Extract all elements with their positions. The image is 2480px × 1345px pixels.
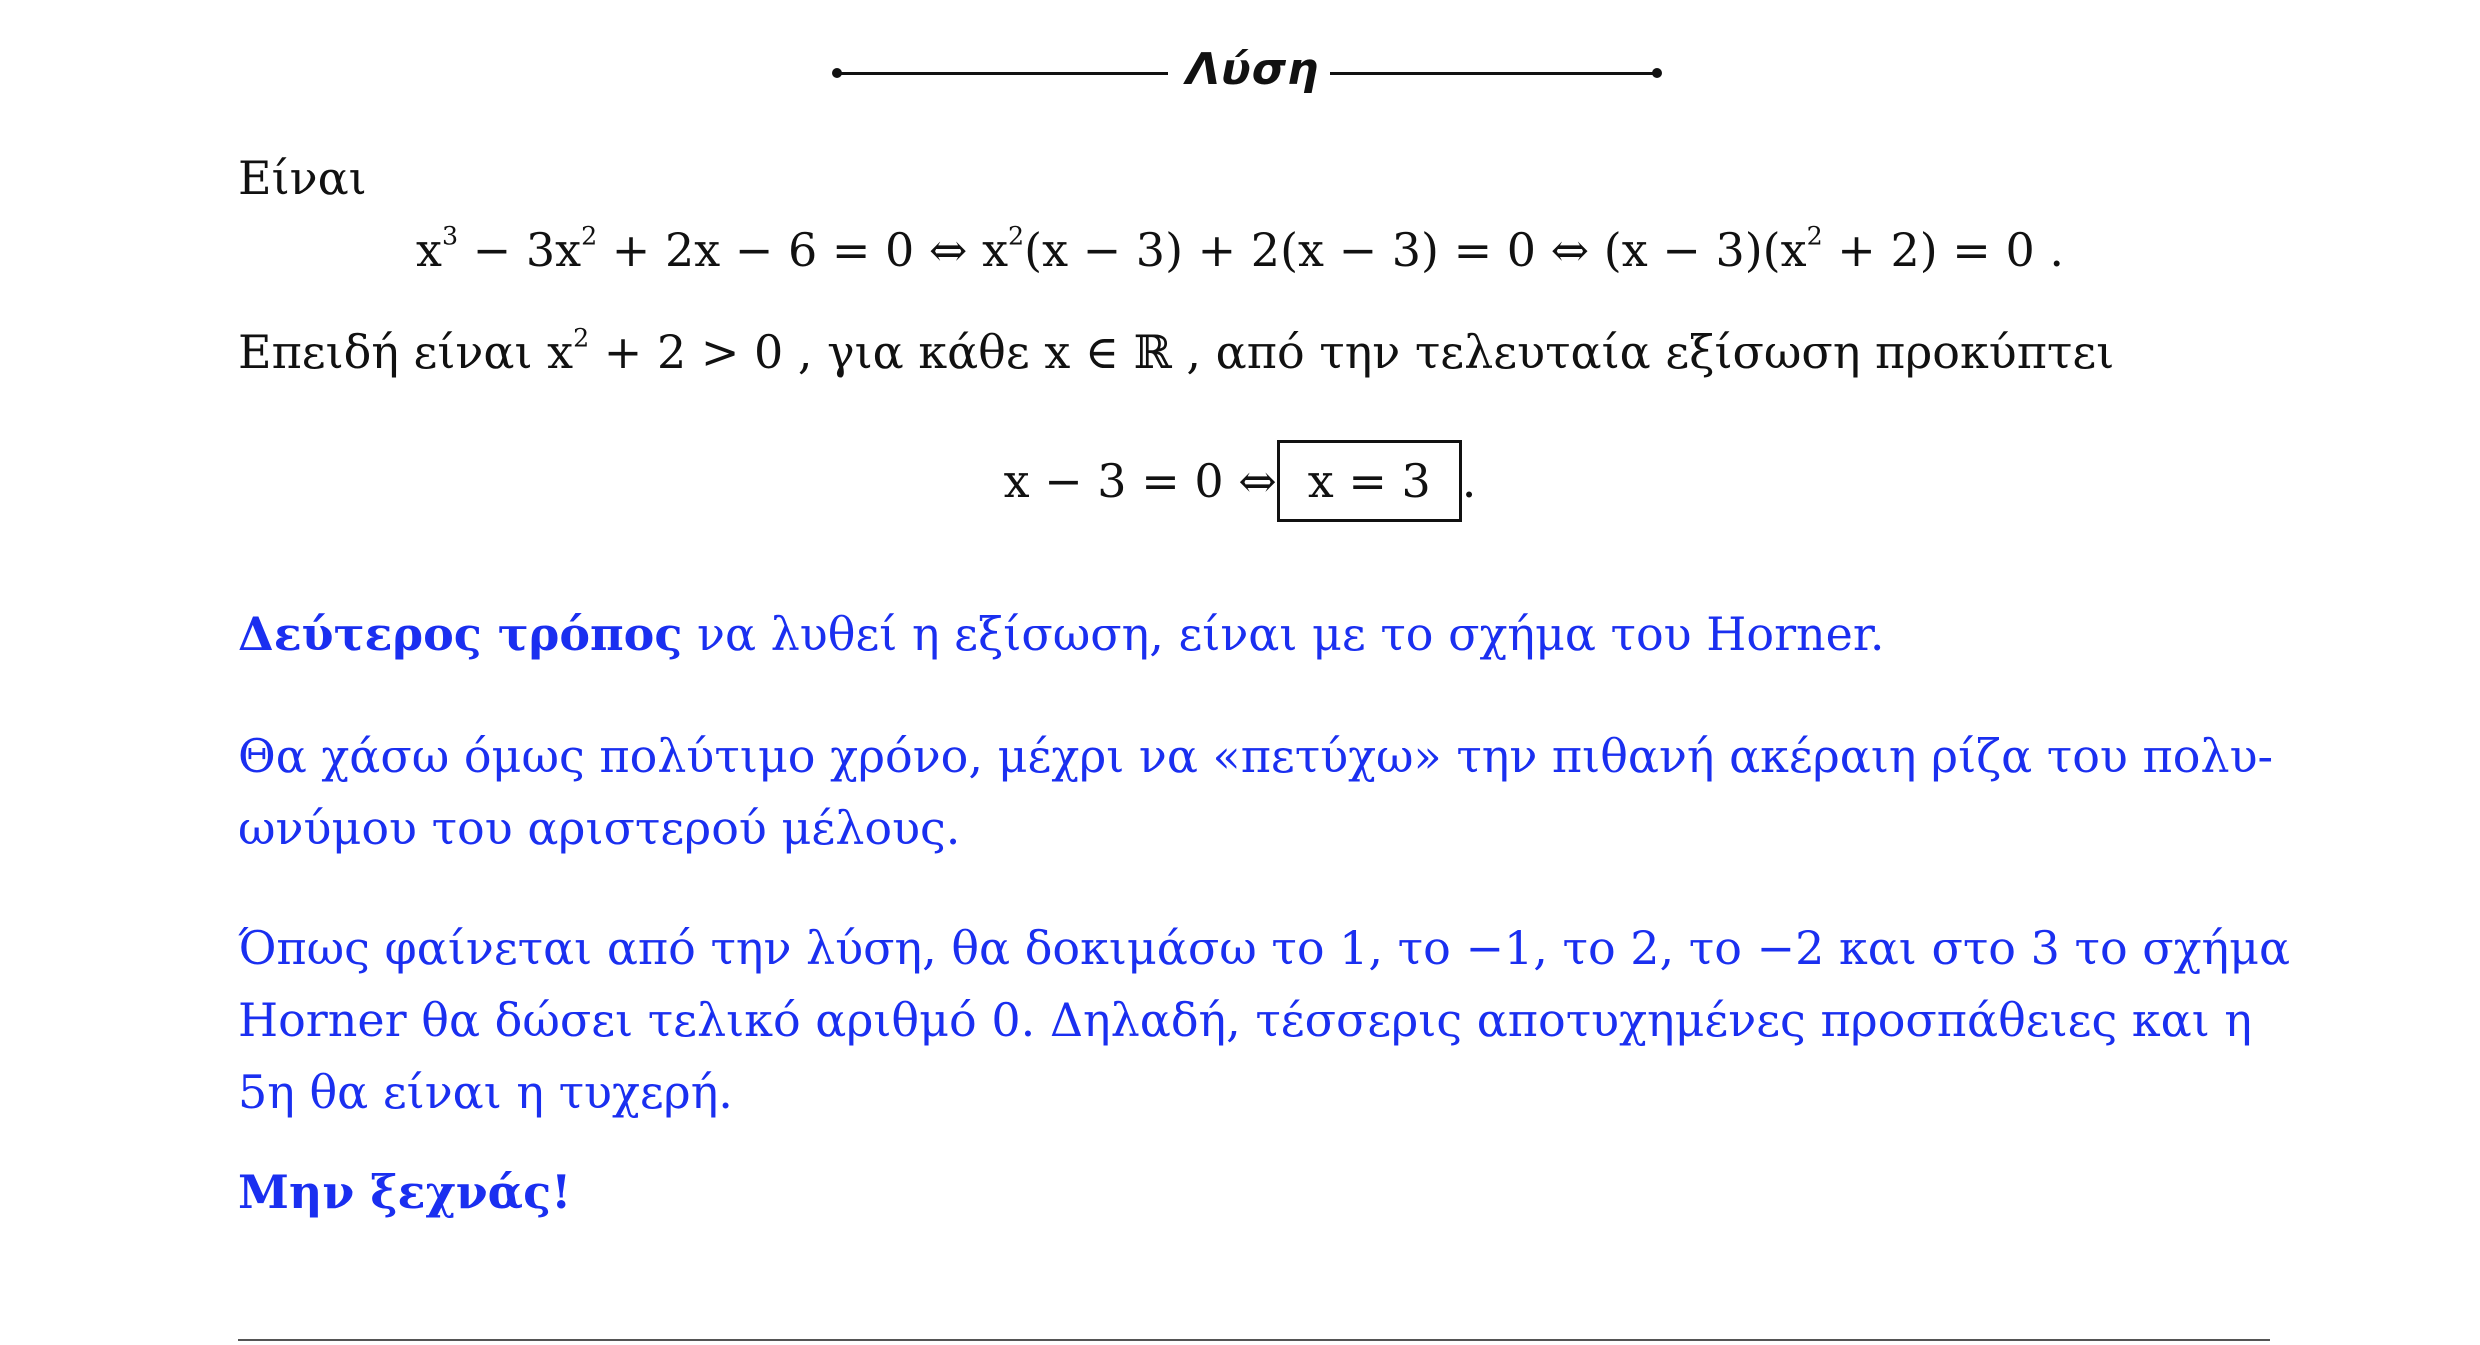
positivity-sentence: Επειδή είναι $x^2 + 2 > 0$ , για κάθε x ∈ ℝ , από την τελευταία εξίσωση προκύπτει	[238, 323, 2115, 379]
title-right-dot-icon	[1652, 68, 1662, 78]
trials-paragraph-line3: 5η θα είναι η τυχερή.	[238, 1065, 733, 1119]
trials-paragraph-line1: Όπως φαίνεται από την λύση, θα δοκιμάσω το 1, το −1, το 2, το −2 και στο 3 το σχήμα	[238, 921, 2291, 975]
title-left-rule	[838, 72, 1168, 75]
intro-text: Είναι	[238, 151, 367, 205]
boxed-answer: x = 3	[1277, 440, 1462, 522]
bottom-rule	[238, 1339, 2270, 1341]
equation-factorization: $x^3 - 3x^2 + 2x - 6 = 0$ ⇔ $x^2(x - 3) + 2(x - 3) = 0$ ⇔ $(x - 3)(x^2 + 2) = 0$ .	[416, 221, 2064, 277]
section-title: Λύση	[1186, 44, 1320, 95]
time-cost-paragraph-line2: ωνύμου του αριστερού μέλους.	[238, 801, 961, 855]
equation-solution: x − 3 = 0 ⇔ x = 3 .	[0, 440, 2480, 522]
second-method-paragraph: Δεύτερος τρόπος να λυθεί η εξίσωση, είναι με το σχήμα του Horner.	[238, 607, 1885, 661]
second-method-heading: Δεύτερος τρόπος	[238, 607, 683, 661]
trials-paragraph-line2: Horner θα δώσει τελικό αριθμό 0. Δηλαδή, τέσσερις αποτυχημένες προσπάθειες και η	[238, 993, 2252, 1047]
time-cost-paragraph-line1: Θα χάσω όμως πολύτιμο χρόνο, μέχρι να «πετύχω» την πιθανή ακέραιη ρίζα του πολυ-	[238, 729, 2274, 783]
title-right-rule	[1330, 72, 1660, 75]
reminder-text: Μην ξεχνάς!	[238, 1165, 572, 1219]
